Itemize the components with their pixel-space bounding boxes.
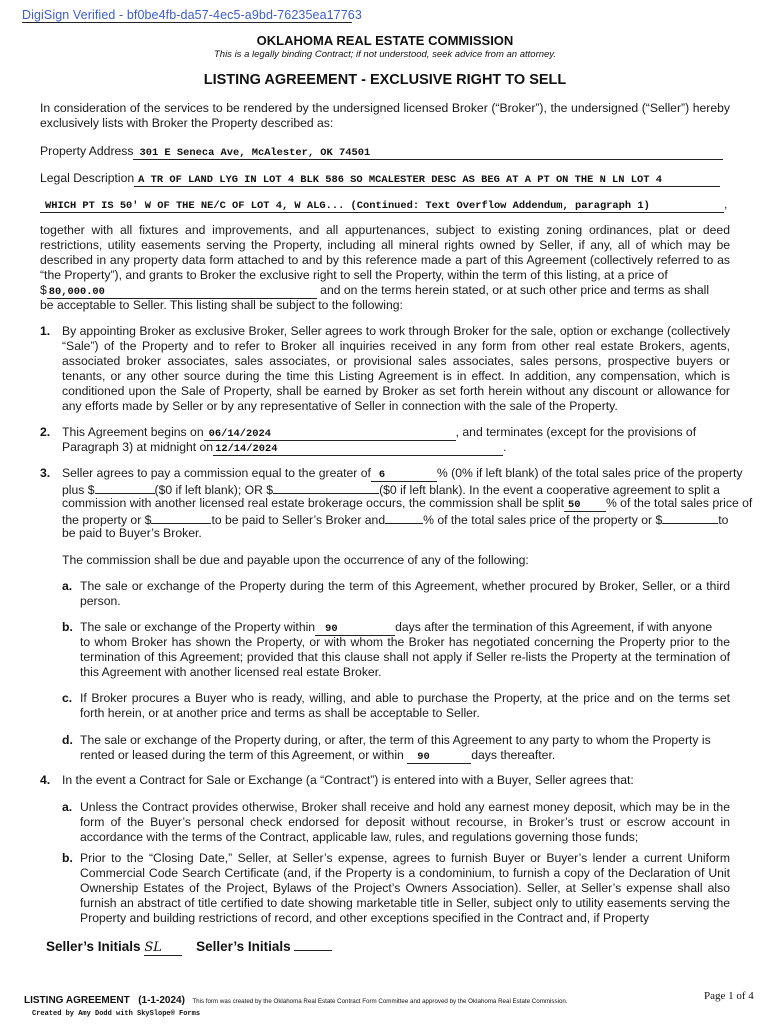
property-address-row: [40, 144, 730, 160]
or-label: ($0 if left blank); OR $: [154, 483, 274, 497]
buyer-broker-percent-field[interactable]: [385, 511, 423, 524]
item-4b-text: Prior to the “Closing Date,” Seller, at Seller’s expense, agrees to furnish Buyer or Buyer’s lender a current Uniform Commercial Code Search Certificate (and, if the Property is a condominium, to furnish a copy of the Declaration of Unit Ownership Estates of the Project, Bylaws of the Project’s Owners Association). Seller, at Seller’s expense shall also furnish an abstract of title certified to date showing marketable title in Seller, subject only to utility easements serving the Property and building restrictions of record, and other exceptions specified in the Contract and, if Property: [80, 851, 730, 925]
buyer-broker-amount-field[interactable]: [662, 511, 718, 524]
seller-initials-label-2: Seller’s Initials: [196, 939, 291, 954]
seller-initials-value-1: SL: [144, 940, 162, 955]
legal-comma: ,: [724, 197, 728, 211]
commission-percent-text: % (0% if left blank) of the total sales price of the property: [436, 466, 743, 480]
legal-description-label: Legal Description: [40, 171, 135, 185]
section-2-line-1: [62, 425, 730, 441]
footer-form-line: [24, 990, 568, 1008]
section-3-line-5: be paid to Buyer’s Broker.: [62, 526, 202, 540]
item-a-text: The sale or exchange of the Property during the term of this Agreement, whether procured by Broker, Seller, or a third person.: [80, 579, 730, 608]
split-label: commission with another licensed real estate brokerage occurs, the commission shall be split: [62, 496, 564, 510]
end-period: .: [503, 440, 507, 454]
commission-greater-label: Seller agrees to pay a commission equal to the greater of: [62, 466, 371, 480]
legal-description-field-1[interactable]: [134, 172, 720, 187]
seller-broker-text: to be paid to Seller’s Broker and: [211, 513, 386, 527]
legal-description-row-2: [40, 197, 740, 213]
within-days-label: rented or leased during the term of this Agreement, or within: [80, 748, 404, 762]
item-b-line-1: [80, 620, 732, 636]
footer-form-name: LISTING AGREEMENT: [24, 995, 130, 1006]
midnight-label: Paragraph 3) at midnight on: [62, 440, 214, 454]
cooperative-text: ($0 if left blank). In the event a cooperative agreement to split a: [379, 483, 720, 497]
lease-days-field[interactable]: [407, 749, 471, 764]
docusign-envelope-id: DigiSign Verified - bf0be4fb-da57-4ec5-a9bd-76235ea17763: [22, 8, 362, 22]
docusign-underline: [22, 22, 352, 23]
or-amount-field[interactable]: [273, 481, 379, 494]
item-c-letter: c.: [62, 691, 73, 705]
footer-form-date: (1-1-2024): [138, 995, 185, 1006]
days-after-text: days after the termination of this Agreement, if with anyone: [395, 620, 713, 634]
binding-note: This is a legally binding Contract; if not understood, seek advice from an attorney.: [213, 49, 556, 60]
section-1-text: By appointing Broker as exclusive Broker, Seller agrees to work through Broker for the sale, option or exchange (collectively “Sale”) of the Property and to refer to Broker all inquiries received in any form from other real estate Brokers, agents, associated broker associates, sales associates, or provisional sales associates, sales persons, prospective buyers or tenants, or any other source during the time this Listing Agreement is in effect. In addition, any compensation, which is conditioned upon the Sale of Property, shall be earned by Broker as set forth herein without any discount or allowance for any efforts made by Seller or by any representative of Seller in connection with the sale of the Property.: [62, 324, 730, 413]
protection-days-value: 90: [325, 623, 338, 635]
initials-row: [46, 937, 332, 956]
seller-initials-label-1: Seller’s Initials: [46, 939, 141, 954]
price-field[interactable]: [47, 284, 317, 299]
plus-amount-field[interactable]: [95, 481, 155, 494]
end-date-field[interactable]: [213, 441, 503, 456]
buyer-broker-text: % of the total sales price of the property or $: [423, 513, 663, 527]
item-c-text: If Broker procures a Buyer who is ready, willing, and able to purchase the Property, at the price and on the terms set forth herein, or at another price and terms as shall be acceptable to Seller.: [80, 691, 730, 720]
end-date-value: 12/14/2024: [215, 443, 278, 455]
split-percent-text: % of the total sales price of: [605, 496, 753, 510]
section-4-number: 4.: [40, 773, 51, 787]
price-row: [40, 283, 730, 299]
document-title: LISTING AGREEMENT - EXCLUSIVE RIGHT TO SELL: [203, 72, 567, 88]
property-address-label: Property Address: [40, 144, 134, 158]
within-label: The sale or exchange of the Property within: [80, 620, 316, 634]
item-b-letter: b.: [62, 620, 73, 634]
subject-to-text: be acceptable to Seller. This listing shall be subject to the following:: [40, 298, 403, 312]
price-value: 80,000.00: [48, 286, 105, 298]
property-address-value: 301 E Seneca Ave, McAlester, OK 74501: [139, 147, 371, 159]
item-d-line-1: The sale or exchange of the Property during, or after, the term of this Agreement to any party to whom the Property is: [80, 733, 711, 747]
split-percent-value: 50: [567, 499, 581, 511]
commission-heading: OKLAHOMA REAL ESTATE COMMISSION: [256, 33, 514, 48]
commission-percent-value: 6: [378, 469, 386, 481]
legal-description-value-1: A TR OF LAND LYG IN LOT 4 BLK 586 SO MCALESTER DESC AS BEG AT A PT ON THE N LN LOT 4: [138, 174, 662, 186]
created-by: Created by Amy Dodd with SkySlope® Forms: [32, 1010, 201, 1018]
item-b-text: to whom Broker has shown the Property, or with whom the Broker has negotiated concerning the Property prior to the termination of this Agreement; provided that this clause shall not apply if Seller re-lists the Property at the termination of this Agreement with another licensed real estate Broker.: [80, 635, 730, 679]
protection-days-field[interactable]: [315, 621, 395, 636]
seller-initials-field-1[interactable]: [144, 941, 182, 956]
lease-days-value: 90: [417, 751, 430, 763]
legal-description-value-2: WHICH PT IS 50' W OF THE NE/C OF LOT 4, W ALG... (Continued: Text Overflow Addendum, paragraph 1): [45, 200, 650, 212]
property-address-field[interactable]: [133, 145, 723, 160]
begin-date-value: 06/14/2024: [208, 428, 271, 440]
begins-label: This Agreement begins on: [62, 425, 204, 439]
page-number: Page 1 of 4: [704, 990, 754, 1002]
seller-broker-amount-field[interactable]: [151, 511, 211, 524]
intro-paragraph: In consideration of the services to be rendered by the undersigned licensed Broker (“Broker”), the undersigned (“Seller”) hereby exclusively lists with Broker the Property described as:: [40, 101, 730, 130]
section-2-line-2: [62, 440, 730, 456]
item-a-letter: a.: [62, 579, 73, 593]
section-2-number: 2.: [40, 425, 51, 439]
legal-description-row: [40, 171, 730, 187]
price-dollar: $: [40, 283, 47, 297]
plus-label: plus $: [62, 483, 95, 497]
item-4a-text: Unless the Contract provides otherwise, Broker shall receive and hold any earnest money deposit, which may be in the form of the Buyer’s personal check endorsed for deposit without recourse, in Broker’s trust or escrow account in accordance with the terms of the Contract, applicable law, rules, and regulations governing those funds;: [80, 800, 730, 844]
section-3-number: 3.: [40, 466, 51, 480]
section-3-line-3: [62, 496, 753, 512]
item-4b-letter: b.: [62, 851, 73, 865]
commission-percent-field[interactable]: [371, 467, 437, 482]
days-thereafter-text: days thereafter.: [471, 748, 556, 762]
property-paragraph: together with all fixtures and improvements, and all appurtenances, subject to existing zoning ordinances, plat or deed restrictions, utility easements serving the Property, including all mineral rights owned by Seller, if any, all of which may be described in any property data form attached to and by this reference made a part of this Agreement (collectively referred to as “the Property”), and grants to Broker the exclusive right to sell the Property, within the term of this listing, at a price of: [40, 223, 730, 282]
section-4-text: In the event a Contract for Sale or Exchange (a “Contract”) is entered into with a Buyer, Seller agrees that:: [62, 773, 634, 787]
footer-approval: This form was created by the Oklahoma Real Estate Contract Form Committee and approved by the Oklahoma Real Estate Commission.: [192, 998, 568, 1005]
seller-initials-field-2[interactable]: [294, 937, 332, 951]
to-text: to: [718, 513, 729, 527]
item-d-line-2: [80, 748, 730, 764]
begin-date-field[interactable]: [204, 426, 456, 441]
commission-due-text: The commission shall be due and payable upon the occurrence of any of the following:: [62, 553, 529, 567]
split-percent-field[interactable]: [564, 497, 606, 512]
item-d-letter: d.: [62, 733, 73, 747]
legal-description-field-2[interactable]: [40, 198, 724, 213]
section-3-line-1: [62, 466, 743, 482]
property-or-label: the property or $: [62, 513, 152, 527]
item-4a-letter: a.: [62, 800, 73, 814]
section-1-number: 1.: [40, 324, 51, 338]
price-terms-text: and on the terms herein stated, or at such other price and terms as shall: [320, 283, 710, 297]
terminates-text: , and terminates (except for the provisions of: [455, 425, 697, 439]
